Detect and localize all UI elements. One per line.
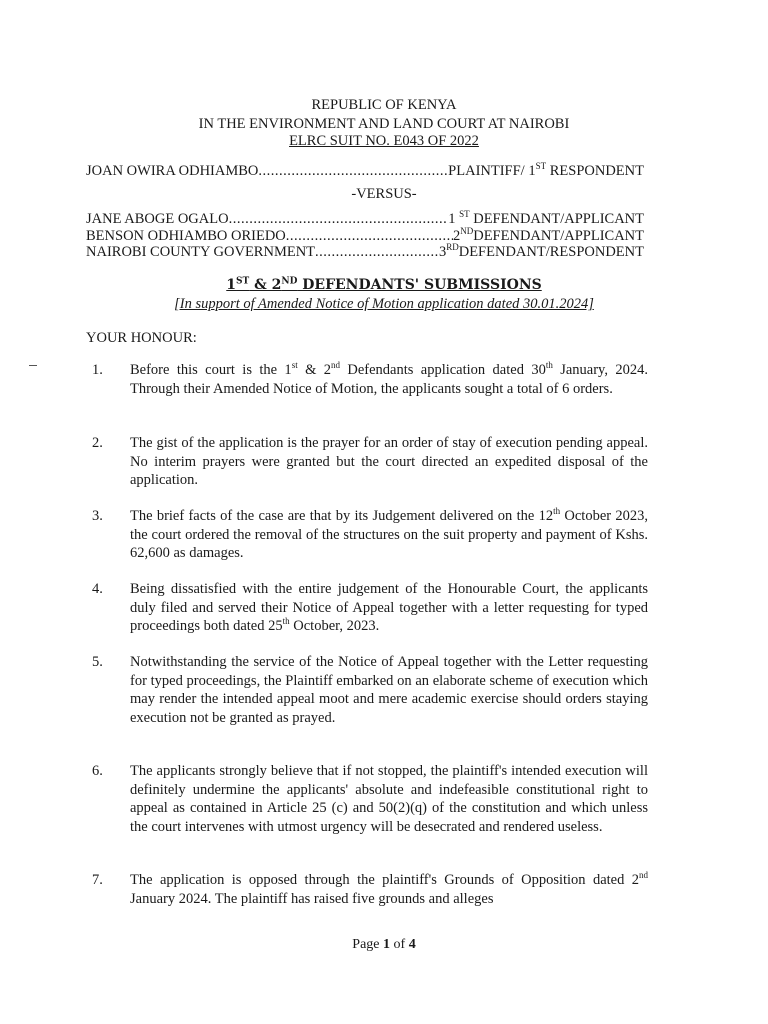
paragraph-3 [86,507,648,563]
party-role: 2NDDEFENDANT/APPLICANT [452,226,644,244]
paragraph-number: 5. [92,654,103,670]
paragraph-1 [86,361,648,398]
paragraph-number: 6. [92,763,103,779]
paragraph-number: 3. [92,508,103,524]
paragraph-2 [86,434,648,490]
paragraph-number: 1. [92,362,103,378]
paragraph-text: The application is opposed through the plaintiff's Grounds of Opposition dated 2nd January 2024. The plaintiff has raised five grounds and alleges [130,870,648,907]
party-name: JOAN OWIRA ODHIAMBO [86,163,259,179]
leader-dots [258,163,448,180]
header-suit-number [0,133,768,149]
versus-label: -VERSUS- [351,186,417,202]
party-name: JANE ABOGE OGALO [86,211,229,227]
party-plaintiff [86,163,644,180]
suit-number-text: ELRC SUIT NO. E043 OF 2022 [289,133,479,149]
paragraph-text: The applicants strongly believe that if not stopped, the plaintiff's intended execution will definitely undermine the applicants' absolute and indefeasible constitutional right to appeal as contained in Article 25 (c) and 50(2)(q) of the constitution and which unless the court intervenes with utmost urgency will be desecrated and rendered useless. [130,763,648,835]
paragraph-5 [86,653,648,727]
paragraph-text: Being dissatisfied with the entire judgement of the Honourable Court, the applicants duly filed and served their Notice of Appeal together with a letter requesting for typed proceedings both dated 25th October, 2023. [130,581,648,634]
header-republic: REPUBLIC OF KENYA [311,97,457,113]
party-name: BENSON ODHIAMBO ORIEDO [86,228,286,244]
paragraph-number: 2. [92,435,103,451]
party-defendant-2 [86,228,644,245]
leader-dots [229,211,449,228]
paragraph-number: 7. [92,872,103,888]
paragraph-text: Notwithstanding the service of the Notice of Appeal together with the Letter requesting for typed proceedings, the Plaintiff embarked on an elaborate scheme of execution which may render the intended appeal moot and mere academic exercise should orders staying execution not be granted as prayed. [130,654,648,726]
salutation: YOUR HONOUR: [86,330,197,346]
paragraph-6 [86,762,648,836]
page-number: Page 1 of 4 [352,937,416,952]
submission-title: 1ST & 2ND DEFENDANTS' SUBMISSIONS [226,276,542,293]
party-name: NAIROBI COUNTY GOVERNMENT [86,244,316,260]
party-defendant-3 [86,244,644,261]
party-role: 1 $^{ST}$ DEFENDANT/APPLICANT [448,209,644,227]
party-role: PLAINTIFF/ 1ST RESPONDENT [448,161,644,179]
paragraph-number: 4. [92,581,103,597]
paragraph-text: Before this court is the 1st & 2nd Defendants application dated 30th January, 2024. Through their Amended Notice of Motion, the applicants sought a total of 6 orders. [130,360,648,397]
header-court: IN THE ENVIRONMENT AND LAND COURT AT NAIROBI [198,116,570,132]
party-defendant-1 [86,211,644,228]
submission-subtitle: [In support of Amended Notice of Motion application dated 30.01.2024] [174,296,594,312]
leader-dots [315,244,439,261]
paragraph-text: The gist of the application is the prayer for an order of stay of execution pending appeal. No interim prayers were granted but the court directed an expedited disposal of the application. [130,435,648,488]
party-role: 3RDDEFENDANT/RESPONDENT [438,242,644,260]
paragraph-7 [86,871,648,908]
paragraph-4 [86,580,648,636]
paragraph-text: The brief facts of the case are that by its Judgement delivered on the 12th October 2023, the court ordered the removal of the structures on the suit property and payment of Kshs. 62,600 as damages. [130,506,648,561]
margin-mark [29,365,37,366]
leader-dots [286,228,453,245]
